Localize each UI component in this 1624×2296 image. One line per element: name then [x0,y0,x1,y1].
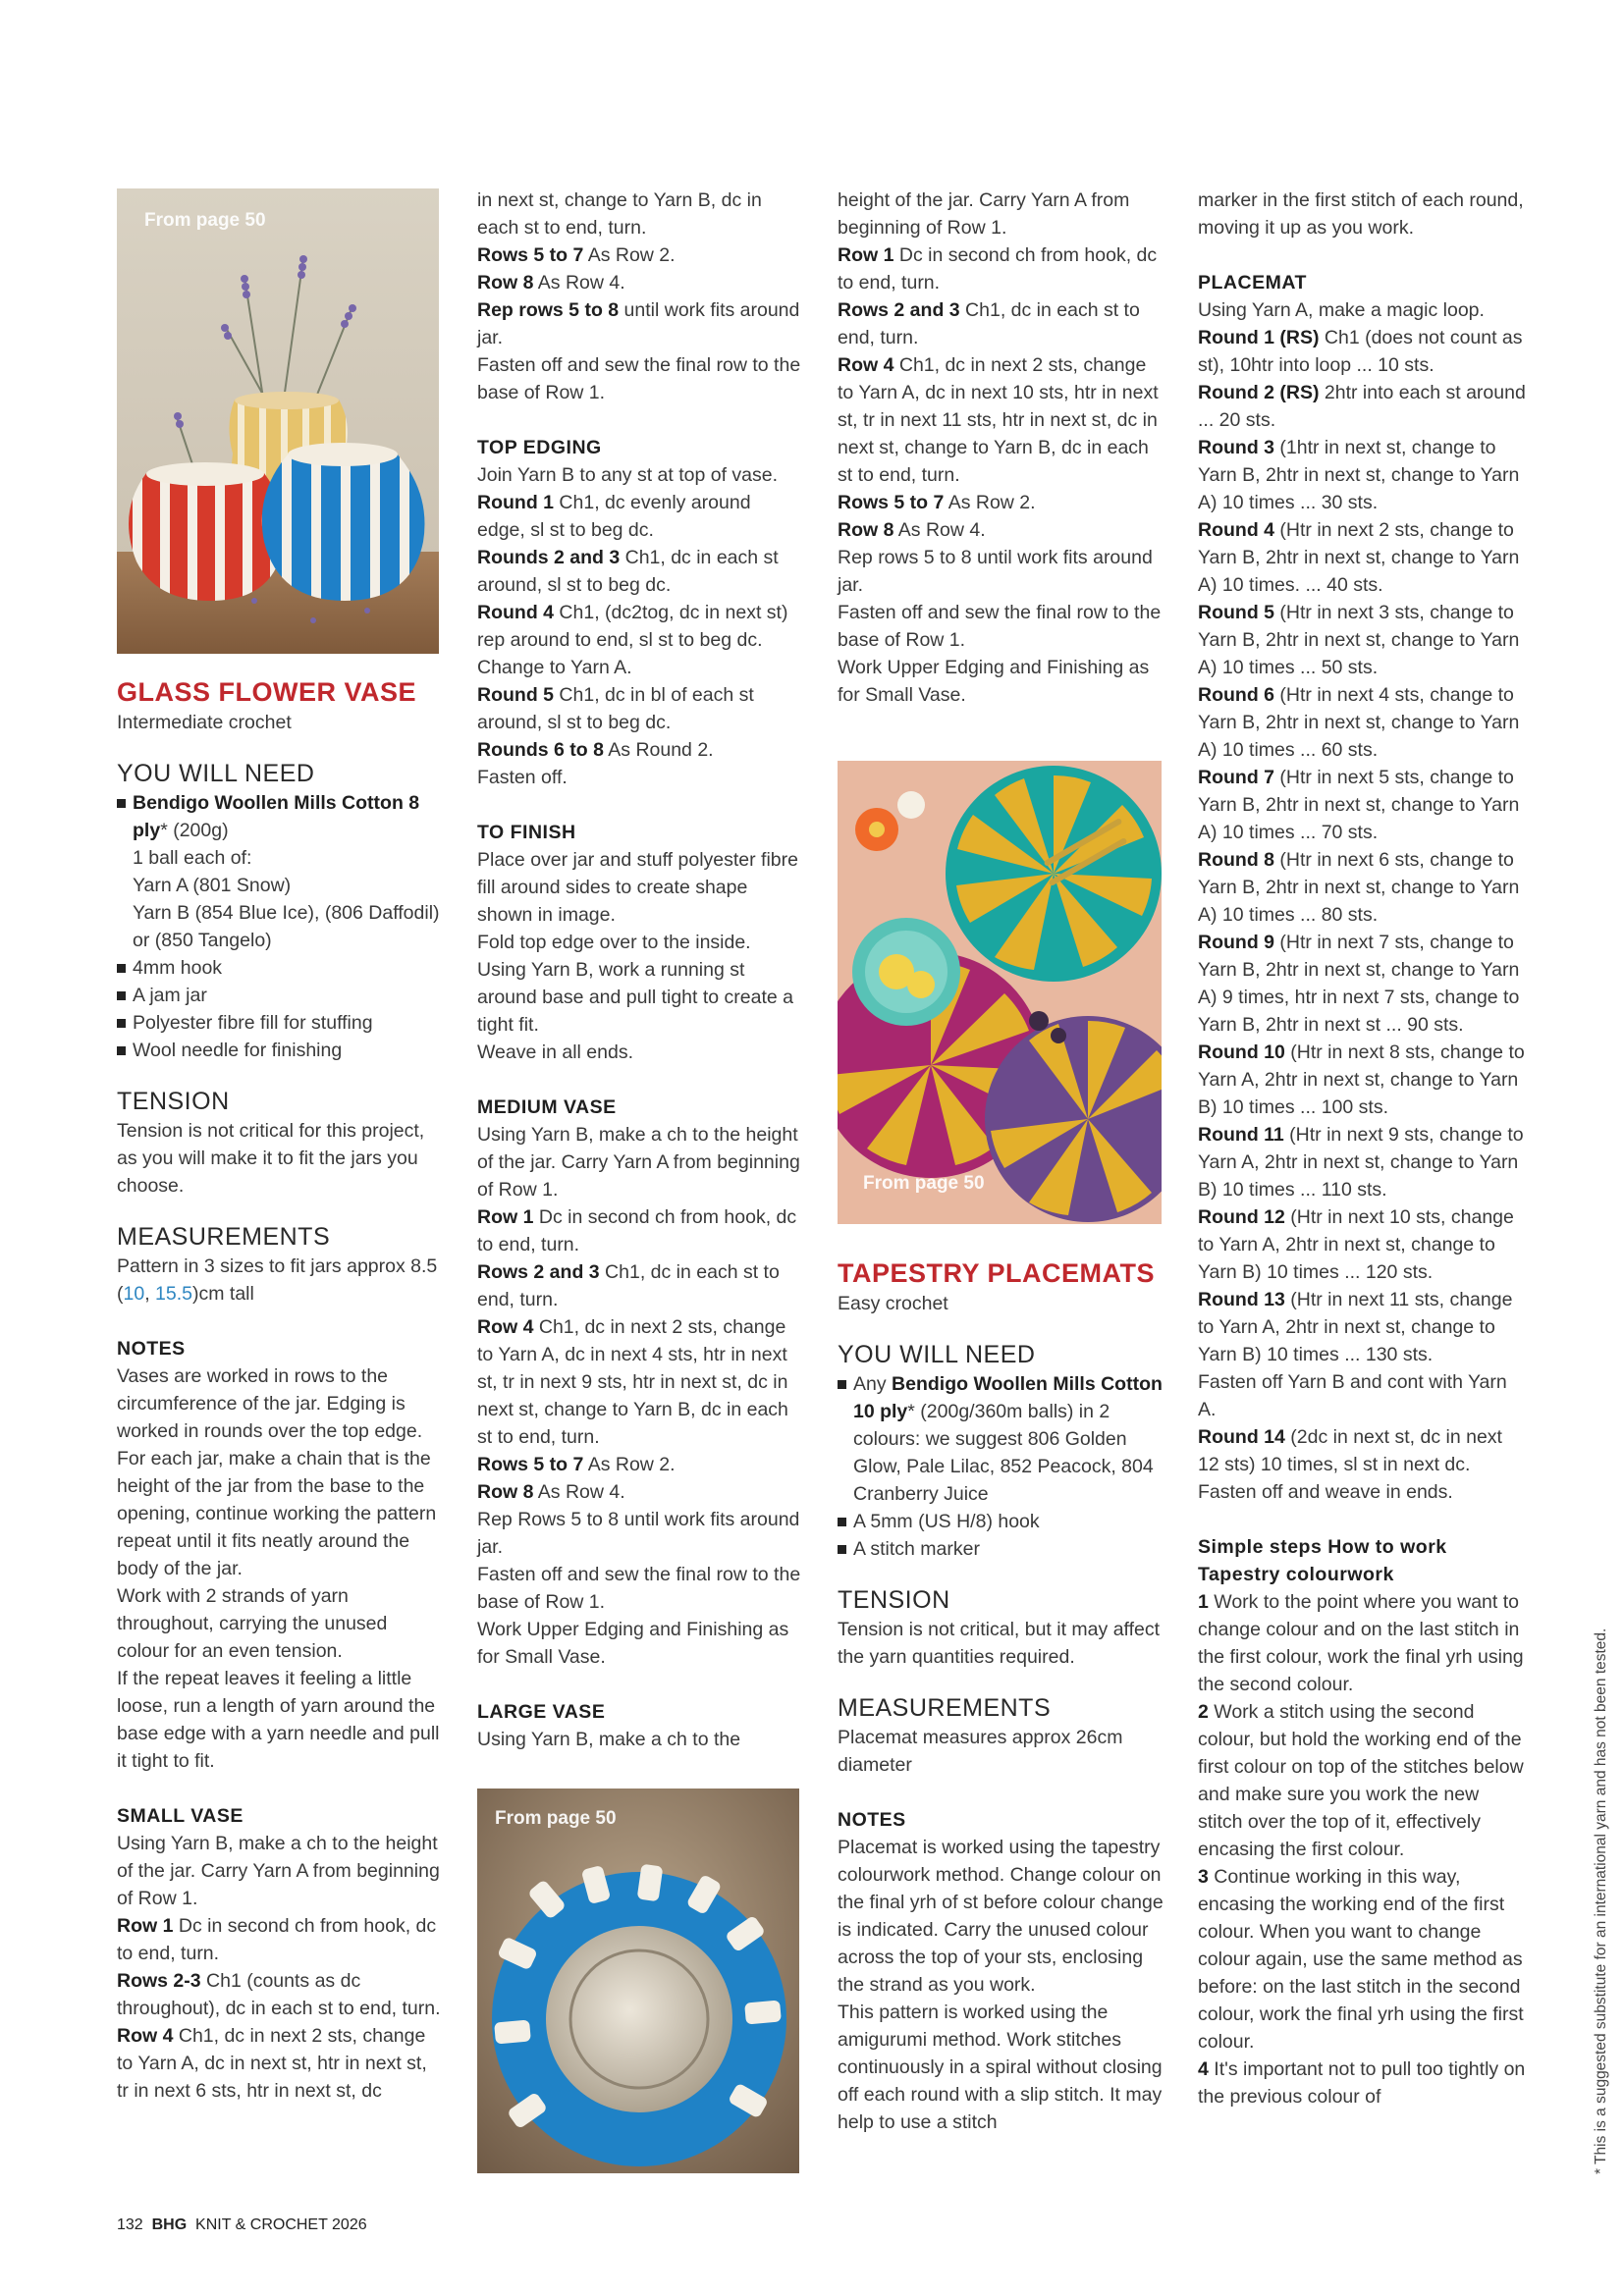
notes-paragraph: Vases are worked in rows to the circumference of the jar. Edging is worked in rounds over the top edge. [117,1365,423,1442]
finish-step: Using Yarn B, work a running st around base and pull tight to create a tight fit. [477,959,793,1036]
placemat-round: Round 11 (Htr in next 9 sts, change to Yarn A, 2htr in next st, change to Yarn B) 10 times ... 110 sts. [1198,1124,1524,1201]
step: 4 It's important not to pull too tightly on the previous colour of [1198,2058,1526,2108]
large-vase-row: Row 4 Ch1, dc in next 2 sts, change to Yarn A, dc in next 10 sts, htr in next st, tr in next 11 sts, htr in next st, dc in next st, change to Yarn B, dc in each st to end, turn. [838,354,1159,486]
placemat-round: Round 2 (RS) 2htr into each st around ... 20 sts. [1198,382,1526,431]
finish-step: Fold top edge over to the inside. [477,932,751,953]
materials-jar: A jam jar [117,982,441,1009]
column-3-lower [838,1256,1164,2136]
small-vase-row-cont: in next st, change to Yarn B, dc in each st to end, turn. [477,189,762,239]
materials-hook: 4mm hook [117,954,441,982]
skill-level: Intermediate crochet [117,712,292,733]
medium-vase-intro: Using Yarn B, make a ch to the height of the jar. Carry Yarn A from beginning of Row 1. [477,1124,800,1201]
tension-heading: TENSION [117,1088,230,1115]
small-vase-fasten: Fasten off and sew the final row to the base of Row 1. [477,354,801,403]
top-edging-fasten: Fasten off. [477,767,568,788]
column-3 [838,187,1164,709]
brand-logo: BHG [151,2216,188,2233]
materials-needle: Wool needle for finishing [117,1037,441,1064]
vases-photo [117,188,439,654]
column-2 [477,187,803,1753]
medium-vase-row: Row 4 Ch1, dc in next 2 sts, change to Yarn A, dc in next 4 sts, htr in next st, tr in next 9 sts, htr in next st, dc in next st, change to Yarn B, dc in each st to end, turn. [477,1316,788,1448]
to-finish-heading: TO FINISH [477,822,576,843]
placemat-round: Round 1 (RS) Ch1 (does not count as st), 10htr into loop ... 10 sts. [1198,327,1523,376]
simple-steps-heading: Simple steps How to work Tapestry colourwork [1198,1536,1447,1585]
placemat-round: Round 9 (Htr in next 7 sts, change to Yarn B, 2htr in next st, change to Yarn A) 9 times, htr in next 7 sts, change to Yarn B, 2htr in next st ... 90 sts. [1198,932,1520,1036]
placemat-round: Round 4 (Htr in next 2 sts, change to Yarn B, 2htr in next st, change to Yarn A) 10 times. ... 40 sts. [1198,519,1520,596]
small-vase-row: Rep rows 5 to 8 until work fits around jar. [477,299,800,348]
measurements-text: Pattern in 3 sizes to fit jars approx 8.5 (10, 15.5)cm tall [117,1255,438,1305]
materials-hook: A 5mm (US H/8) hook [838,1508,1164,1535]
placemat-round: Round 5 (Htr in next 3 sts, change to Yarn B, 2htr in next st, change to Yarn A) 10 times ... 50 sts. [1198,602,1520,678]
placemat-round: Round 8 (Htr in next 6 sts, change to Yarn B, 2htr in next st, change to Yarn A) 10 times ... 80 sts. [1198,849,1520,926]
placemat-round: Round 13 (Htr in next 11 sts, change to Yarn A, 2htr in next st, change to Yarn B) 10 times ... 130 sts. [1198,1289,1513,1365]
placemat-round: Round 7 (Htr in next 5 sts, change to Yarn B, 2htr in next st, change to Yarn A) 10 times ... 70 sts. [1198,767,1520,843]
step: 3 Continue working in this way, encasing the working end of the first colour. When you want to change colour again, use the same method as before: on the last stitch in the second colour, work the final yrh using the first colour. [1198,1866,1524,2053]
top-edging-round: Round 1 Ch1, dc evenly around edge, sl st to beg dc. [477,492,751,541]
materials-yarn: Any Bendigo Woollen Mills Cotton 10 ply* (200g/360m balls) in 2 colours: we suggest 806 Golden Glow, Pale Lilac, 852 Peacock, 804 Cranberry Juice [838,1370,1164,1508]
materials-marker: A stitch marker [838,1535,1164,1563]
medium-vase-work: Work Upper Edging and Finishing as for Small Vase. [477,1619,789,1668]
tension-text: Tension is not critical for this project, as you will make it to fit the jars you choose. [117,1120,425,1197]
blue-vase-photo [477,1789,799,2173]
column-4 [1198,187,1528,2110]
step: 1 Work to the point where you want to change colour and on the last stitch in the first colour, work the final yrh using the second colour. [1198,1591,1524,1695]
large-vase-row: Rows 2 and 3 Ch1, dc in each st to end, turn. [838,299,1140,348]
magazine-name: KNIT & CROCHET 2026 [195,2216,367,2233]
substitute-yarn-note: * This is a suggested substitute for an international yarn and has not been tested. [1593,1628,1609,2174]
materials-yarn-b: Yarn B (854 Blue Ice), (806 Daffodil) or (850 Tangelo) [133,902,440,951]
top-edging-heading: TOP EDGING [477,437,602,458]
medium-vase-row: Rows 5 to 7 As Row 2. [477,1454,676,1475]
tension-heading: TENSION [838,1586,950,1614]
small-vase-row: Rows 2-3 Ch1 (counts as dc throughout), dc in each st to end, turn. [117,1970,441,2019]
notes-heading: NOTES [117,1338,186,1360]
placemat-round: Round 6 (Htr in next 4 sts, change to Yarn B, 2htr in next st, change to Yarn A) 10 times ... 60 sts. [1198,684,1520,761]
medium-vase-row: Row 8 As Row 4. [477,1481,625,1503]
top-edging-intro: Join Yarn B to any st at top of vase. [477,464,779,486]
placemat-heading: PLACEMAT [1198,272,1307,294]
placemat-round: Round 14 (2dc in next st, dc in next 12 sts) 10 times, sl st in next dc. [1198,1426,1502,1475]
placemat-fasten: Fasten off and weave in ends. [1198,1481,1453,1503]
large-vase-row: Rows 5 to 7 As Row 2. [838,492,1036,513]
you-will-need-heading: YOU WILL NEED [838,1341,1036,1368]
large-vase-row: Row 1 Dc in second ch from hook, dc to end, turn. [838,244,1158,294]
measurements-heading: MEASUREMENTS [838,1694,1052,1722]
notes-paragraph: If the repeat leaves it feeling a little loose, run a length of yarn around the base edge with a yarn needle and pull it tight to fit. [117,1668,440,1772]
top-edging-round: Rounds 6 to 8 As Round 2. [477,739,714,761]
small-vase-row: Row 1 Dc in second ch from hook, dc to end, turn. [117,1915,437,1964]
placemat-round: Round 3 (1htr in next st, change to Yarn B, 2htr in next st, change to Yarn A) 10 times ... 30 sts. [1198,437,1520,513]
vases-photo-art [117,188,439,654]
top-edging-round: Rounds 2 and 3 Ch1, dc in each st around, sl st to beg dc. [477,547,779,596]
blue-vase-photo-art [477,1789,799,2173]
top-edging-round: Round 5 Ch1, dc in bl of each st around, sl st to beg dc. [477,684,754,733]
step: 2 Work a stitch using the second colour, but hold the working end of the first colour on top of the stitches below and make sure you work the new stitch over the top of it, effectively encasing the first colour. [1198,1701,1524,1860]
top-edging-round: Round 4 Ch1, (dc2tog, dc in next st) rep around to end, sl st to beg dc. Change to Yarn A. [477,602,788,678]
large-vase-intro: Using Yarn B, make a ch to the [477,1729,741,1750]
materials-yarn-a: Yarn A (801 Snow) [133,875,292,896]
measurements-text: Placemat measures approx 26cm diameter [838,1727,1123,1776]
medium-vase-heading: MEDIUM VASE [477,1096,617,1118]
placemats-photo-art [838,761,1162,1224]
placemat-intro: Using Yarn A, make a magic loop. [1198,299,1485,321]
notes-paragraph: This pattern is worked using the amigurumi method. Work stitches continuously in a spiral without closing off each round with a slip stitch. It may help to use a stitch [838,2002,1163,2133]
materials-yarn: Bendigo Woollen Mills Cotton 8 ply* (200g) [117,789,441,844]
notes-paragraph: Work with 2 strands of yarn throughout, carrying the unused colour for an even tension. [117,1585,388,1662]
large-vase-row: Row 8 As Row 4. [838,519,986,541]
small-vase-intro: Using Yarn B, make a ch to the height of the jar. Carry Yarn A from beginning of Row 1. [117,1833,440,1909]
finish-step: Place over jar and stuff polyester fibre fill around sides to create shape shown in image. [477,849,798,926]
tension-text: Tension is not critical, but it may affect the yarn quantities required. [838,1619,1161,1668]
notes-paragraph: For each jar, make a chain that is the height of the jar from the base to the opening, continue working the pattern repeat until it fits neatly around the body of the jar. [117,1448,437,1579]
large-vase-rep: Rep rows 5 to 8 until work fits around jar. [838,547,1153,596]
placemat-round: Round 10 (Htr in next 8 sts, change to Yarn A, 2htr in next st, change to Yarn B) 10 times ... 100 sts. [1198,1041,1525,1118]
large-vase-heading: LARGE VASE [477,1701,606,1723]
page-footer [117,2216,367,2234]
medium-vase-fasten: Fasten off and sew the final row to the base of Row 1. [477,1564,801,1613]
large-vase-intro-cont: height of the jar. Carry Yarn A from beginning of Row 1. [838,189,1130,239]
placemats-photo [838,761,1162,1224]
finish-step: Weave in all ends. [477,1041,633,1063]
small-vase-row: Row 4 Ch1, dc in next 2 sts, change to Yarn A, dc in next st, htr in next st, tr in next 6 sts, htr in next st, dc [117,2025,427,2102]
large-vase-fasten: Fasten off and sew the final row to the base of Row 1. [838,602,1162,651]
pattern-title: TAPESTRY PLACEMATS [838,1258,1156,1288]
materials-yarn-detail: 1 ball each of: [133,847,252,869]
measurements-heading: MEASUREMENTS [117,1223,331,1251]
notes-paragraph: Placemat is worked using the tapestry colourwork method. Change colour on the final yrh of st before colour change is indicated. Carry the unused colour across the top of your sts, enclosing the strand as you work. [838,1837,1164,1996]
small-vase-row: Rows 5 to 7 As Row 2. [477,244,676,266]
column-1 [117,675,441,2105]
pattern-title: GLASS FLOWER VASE [117,677,417,707]
small-vase-heading: SMALL VASE [117,1805,244,1827]
small-vase-row: Row 8 As Row 4. [477,272,625,294]
materials-fill: Polyester fibre fill for stuffing [117,1009,441,1037]
you-will-need-heading: YOU WILL NEED [117,760,315,787]
photo-caption: From page 50 [863,1173,985,1194]
photo-caption: From page 50 [144,210,266,231]
notes-heading: NOTES [838,1809,906,1831]
page-number: 132 [117,2216,143,2233]
placemat-round: Round 12 (Htr in next 10 sts, change to Yarn A, 2htr in next st, change to Yarn B) 10 times ... 120 sts. [1198,1206,1514,1283]
placemat-fasten-yarn-b: Fasten off Yarn B and cont with Yarn A. [1198,1371,1507,1420]
large-vase-work: Work Upper Edging and Finishing as for Small Vase. [838,657,1150,706]
notes-paragraph-cont: marker in the first stitch of each round, moving it up as you work. [1198,189,1524,239]
medium-vase-row: Row 1 Dc in second ch from hook, dc to end, turn. [477,1206,797,1255]
skill-level: Easy crochet [838,1293,948,1314]
medium-vase-rep: Rep Rows 5 to 8 until work fits around jar. [477,1509,800,1558]
photo-caption: From page 50 [495,1808,617,1829]
medium-vase-row: Rows 2 and 3 Ch1, dc in each st to end, turn. [477,1261,780,1310]
